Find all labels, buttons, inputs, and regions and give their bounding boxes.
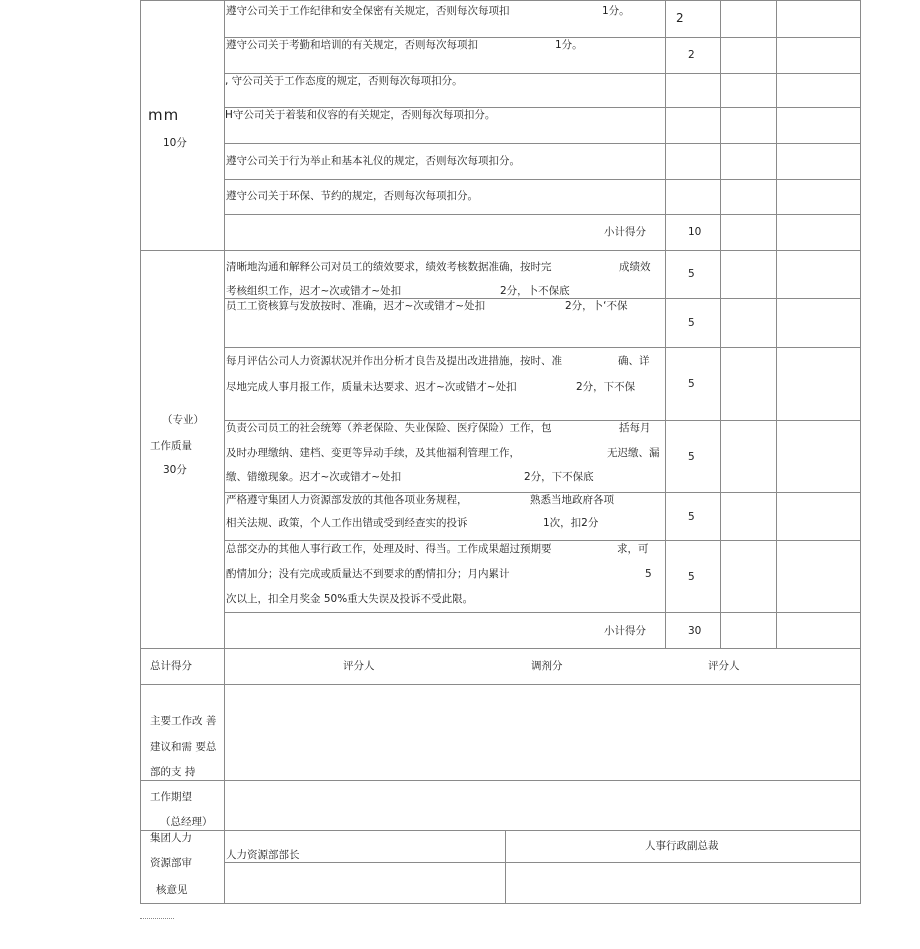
rule: [224, 347, 861, 348]
item-score: 5: [688, 378, 695, 390]
item-score: 2: [676, 11, 684, 25]
item-score: 5: [688, 511, 695, 523]
rule: [505, 830, 506, 904]
section-score-label: 10分: [163, 137, 187, 149]
item-text: 遵守公司关于工作纪律和安全保密有关规定，否则每次每项扣: [226, 5, 510, 17]
item-text: 负责公司员工的社会统筹（养老保险、失业保险、医疗保险）工作，包: [226, 422, 552, 434]
rule: [140, 780, 861, 781]
review-label-1: 集团人力: [150, 832, 192, 844]
quality-label-2: 工作质量: [150, 440, 192, 452]
rule: [224, 862, 861, 863]
adjust-label: 调剂分: [531, 660, 563, 672]
item-text: 2分，下不保底: [524, 471, 594, 483]
rule: [224, 143, 861, 144]
item-text: 遵守公司关于考勤和培训的有关规定，否则每次每项扣: [226, 39, 478, 51]
item-text: 缴、错缴现象。迟才~次或错才~处扣: [226, 471, 402, 483]
expectation-label-2: （总经理）: [160, 816, 213, 828]
rule: [140, 903, 861, 904]
item-text: 5: [645, 568, 652, 580]
footer-dots: [140, 918, 174, 920]
rule: [860, 0, 861, 904]
item-text: 酌情加分；没有完成或质量达不到要求的酌情扣分；月内累计: [226, 568, 510, 580]
subtotal-label: 小计得分: [604, 226, 646, 238]
suggestions-label-2: 建议和需 要总: [150, 741, 217, 753]
subtotal-value: 10: [688, 226, 702, 238]
section-mark: mm: [148, 106, 180, 124]
rule: [140, 648, 861, 649]
item-text: H守公司关于着装和仪容的有关规定，否则每次每项扣分。: [225, 109, 496, 121]
rule: [720, 0, 721, 649]
rater-1-label: 评分人: [343, 660, 375, 672]
review-label-2: 资源部审: [150, 857, 192, 869]
item-text: , 守公司关于工作态度的规定，否则每次每项扣分。: [225, 75, 463, 87]
item-text: 及时办理缴纳、建档、变更等异动手续，及其他福利管理工作，: [226, 447, 520, 459]
review-label-3: 核意见: [156, 884, 188, 896]
item-text: 每月评估公司人力资源状况并作出分析才良告及提出改进措施，按时、准: [226, 355, 562, 367]
rule: [224, 214, 861, 215]
quality-label-1: （专业）: [162, 414, 204, 426]
item-text: 遵守公司关于环保、节约的规定，否则每次每项扣分。: [226, 190, 478, 202]
item-score: 5: [688, 268, 695, 280]
item-text: 考核组织工作，迟才~次或错才~处扣: [226, 285, 402, 297]
item-text: 总部交办的其他人事行政工作，处理及时、得当。工作成果超过预期要: [226, 543, 552, 555]
item-text: 遵守公司关于行为举止和基本礼仪的规定，否则每次每项扣分。: [226, 155, 520, 167]
item-text: 1次，扣2分: [543, 517, 599, 529]
rule: [140, 684, 861, 685]
rule: [140, 0, 861, 1]
item-text: 尽地完成人事月报工作，质量未达要求、迟才~次或错才~处扣: [226, 381, 517, 393]
item-text: 无迟缴、漏: [607, 447, 660, 459]
item-text: 括每月: [619, 422, 651, 434]
item-text: 确、详: [618, 355, 650, 367]
rule: [140, 830, 861, 831]
expectation-label-1: 工作期望: [150, 791, 192, 803]
quality-label-3: 30分: [163, 464, 187, 476]
item-text: 2分，卜不保底: [500, 285, 570, 297]
item-text: 成绩效: [619, 261, 651, 273]
rule: [776, 0, 777, 649]
rule: [665, 0, 666, 649]
rule: [224, 540, 861, 541]
item-text: 次以上，扣全月奖金 50%重大失误及投诉不受此限。: [226, 593, 474, 605]
item-deduct: 1分。: [555, 39, 583, 51]
item-text: 2分，卜‘不保: [565, 300, 628, 312]
hr-head-label: 人力资源部部长: [226, 849, 300, 861]
item-text: 严格遵守集团人力资源部发放的其他各项业务规程，: [226, 494, 468, 506]
rule: [224, 0, 225, 904]
suggestions-label-1: 主要工作改 善: [150, 715, 217, 727]
suggestions-label-3: 部的支 持: [150, 766, 196, 778]
item-score: 5: [688, 451, 695, 463]
item-text: 清晰地沟通和解释公司对员工的绩效要求，绩效考核数据准确，按时完: [226, 261, 552, 273]
item-score: 2: [688, 49, 695, 61]
item-text: 熟悉当地政府各项: [530, 494, 614, 506]
subtotal-value: 30: [688, 625, 702, 637]
item-score: 5: [688, 571, 695, 583]
item-text: 员工工资核算与发放按时、准确，迟才~次或错才~处扣: [226, 300, 486, 312]
rater-2-label: 评分人: [708, 660, 740, 672]
item-deduct: 1分。: [602, 5, 630, 17]
rule: [224, 612, 861, 613]
item-text: 相关法规、政策，个人工作出错或受到经查实的投诉: [226, 517, 468, 529]
rule: [224, 179, 861, 180]
vp-label: 人事行政副总裁: [645, 840, 719, 852]
rule: [140, 0, 141, 904]
total-label: 总计得分: [150, 660, 192, 672]
item-text: 求，可: [617, 543, 649, 555]
rule: [140, 250, 861, 251]
item-score: 5: [688, 317, 695, 329]
item-text: 2分，下不保: [576, 381, 636, 393]
subtotal-label: 小计得分: [604, 625, 646, 637]
